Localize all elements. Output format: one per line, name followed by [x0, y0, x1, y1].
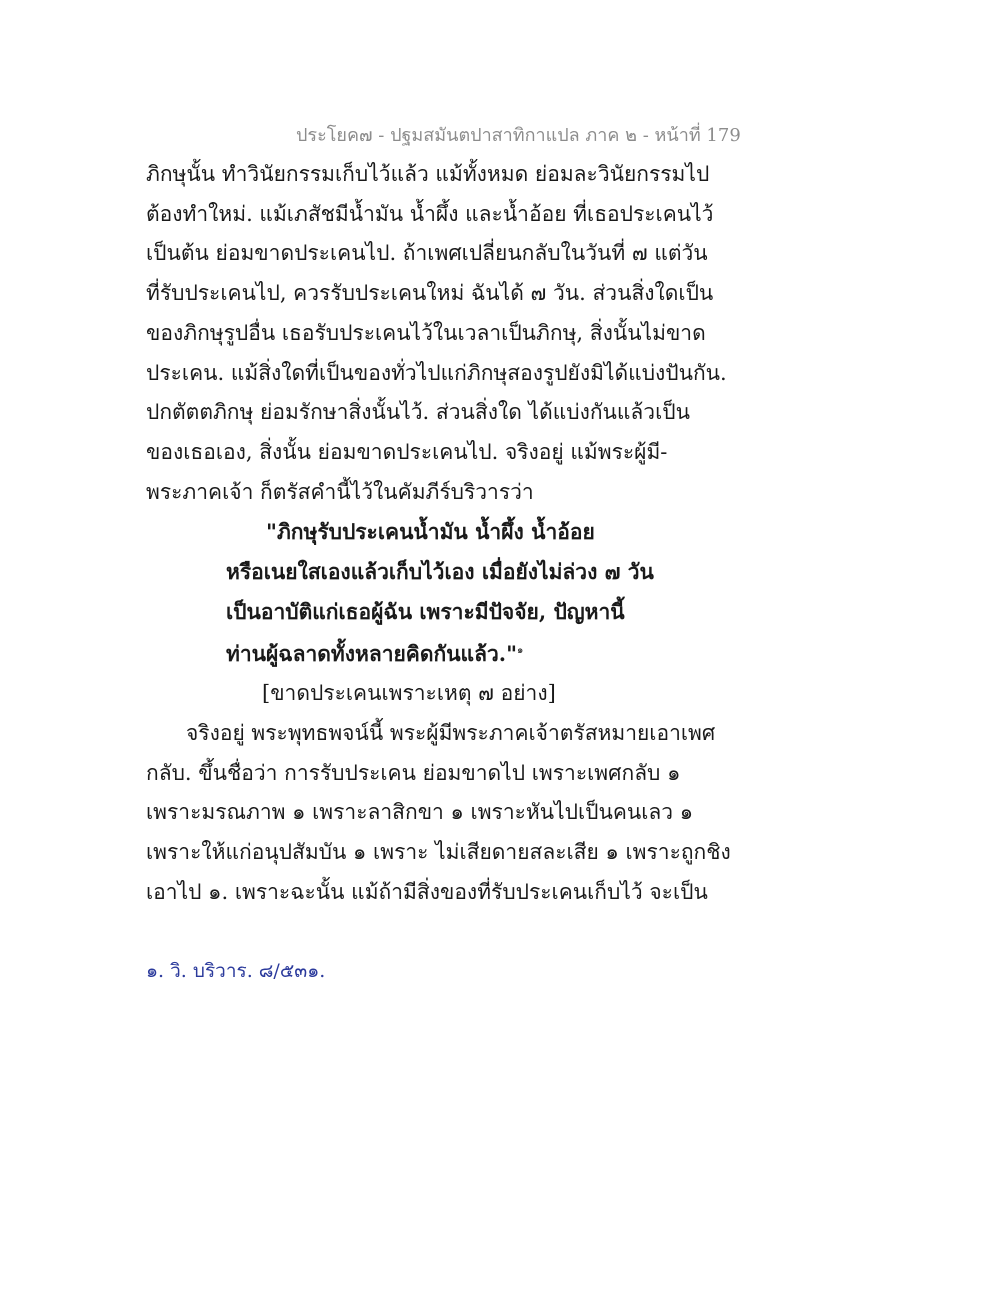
paragraph-line: ที่รับประเคนไป, ควรรับประเคนใหม่ ฉันได้ ๗ วัน. ส่วนสิ่งใดเป็น	[146, 281, 714, 306]
verse-line: เป็นอาบัติแก่เธอผู้ฉัน เพราะมีปัจจัย, ปัญหานี้	[226, 598, 625, 624]
body-text	[146, 155, 731, 912]
paragraph-line: ภิกษุนั้น ทำวินัยกรรมเก็บไว้แล้ว แม้ทั้งหมด ย่อมละวินัยกรรมไป	[146, 162, 710, 186]
paragraph-line: เอาไป ๑. เพราะฉะนั้น แม้ถ้ามีสิ่งของที่รับประเคนเก็บไว้ จะเป็น	[146, 879, 708, 904]
paragraph-line: เพราะมรณภาพ ๑ เพราะลาสิกขา ๑ เพราะหันไปเป็นคนเลว ๑	[146, 800, 694, 825]
paragraph-line: ต้องทำใหม่. แม้เภสัชมีน้ำมัน น้ำผึ้ง และน้ำอ้อย ที่เธอประเคนไว้	[146, 201, 714, 226]
section-subheading: [ขาดประเคนเพราะเหตุ ๗ อย่าง]	[262, 681, 556, 706]
verse-line: หรือเนยใสเองแล้วเก็บไว้เอง เมื่อยังไม่ล่วง ๗ วัน	[226, 559, 654, 585]
footnote: ๑. วิ. บริวาร. ๘/๕๓๑.	[146, 960, 326, 982]
paragraph-line: เป็นต้น ย่อมขาดประเคนไป. ถ้าเพศเปลี่ยนกลับในวันที่ ๗ แต่วัน	[146, 241, 708, 266]
page-header: ประโยค๗ - ปฐมสมันตปาสาทิกาแปล ภาค ๒ - หน้าที่ 179	[296, 125, 741, 146]
verse-line	[146, 631, 706, 674]
paragraph-line: ประเคน. แม้สิ่งใดที่เป็นของทั่วไปแก่ภิกษุสองรูปยังมิได้แบ่งปันกัน.	[146, 360, 727, 385]
paragraph-line: พระภาคเจ้า ก็ตรัสคำนี้ไว้ในคัมภีร์บริวารว่า	[146, 479, 534, 504]
verse-line: "ภิกษุรับประเคนน้ำมัน น้ำผึ้ง น้ำอ้อย	[266, 519, 595, 545]
paragraph-line: กลับ. ขึ้นชื่อว่า การรับประเคน ย่อมขาดไป เพราะเพศกลับ ๑	[146, 760, 681, 785]
paragraph-line: ของภิกษุรูปอื่น เธอรับประเคนไว้ในเวลาเป็นภิกษุ, สิ่งนั้นไม่ขาด	[146, 320, 706, 345]
paragraph-line: ปกตัตตภิกษุ ย่อมรักษาสิ่งนั้นไว้. ส่วนสิ่งใด ได้แบ่งกันแล้วเป็น	[146, 400, 690, 425]
paragraph-line: ของเธอเอง, สิ่งนั้น ย่อมขาดประเคนไป. จริงอยู่ แม้พระผู้มี-	[146, 439, 668, 464]
paragraph-line: จริงอยู่ พระพุทธพจน์นี้ พระผู้มีพระภาคเจ้าตรัสหมายเอาเพศ	[186, 720, 716, 745]
footnote-reference: ๑	[517, 645, 524, 657]
paragraph-line: เพราะให้แก่อนุปสัมบัน ๑ เพราะ ไม่เสียดายสละเสีย ๑ เพราะถูกชิง	[146, 839, 731, 864]
verse-line-text: ท่านผู้ฉลาดทั้งหลายคิดกันแล้ว."	[226, 641, 518, 667]
